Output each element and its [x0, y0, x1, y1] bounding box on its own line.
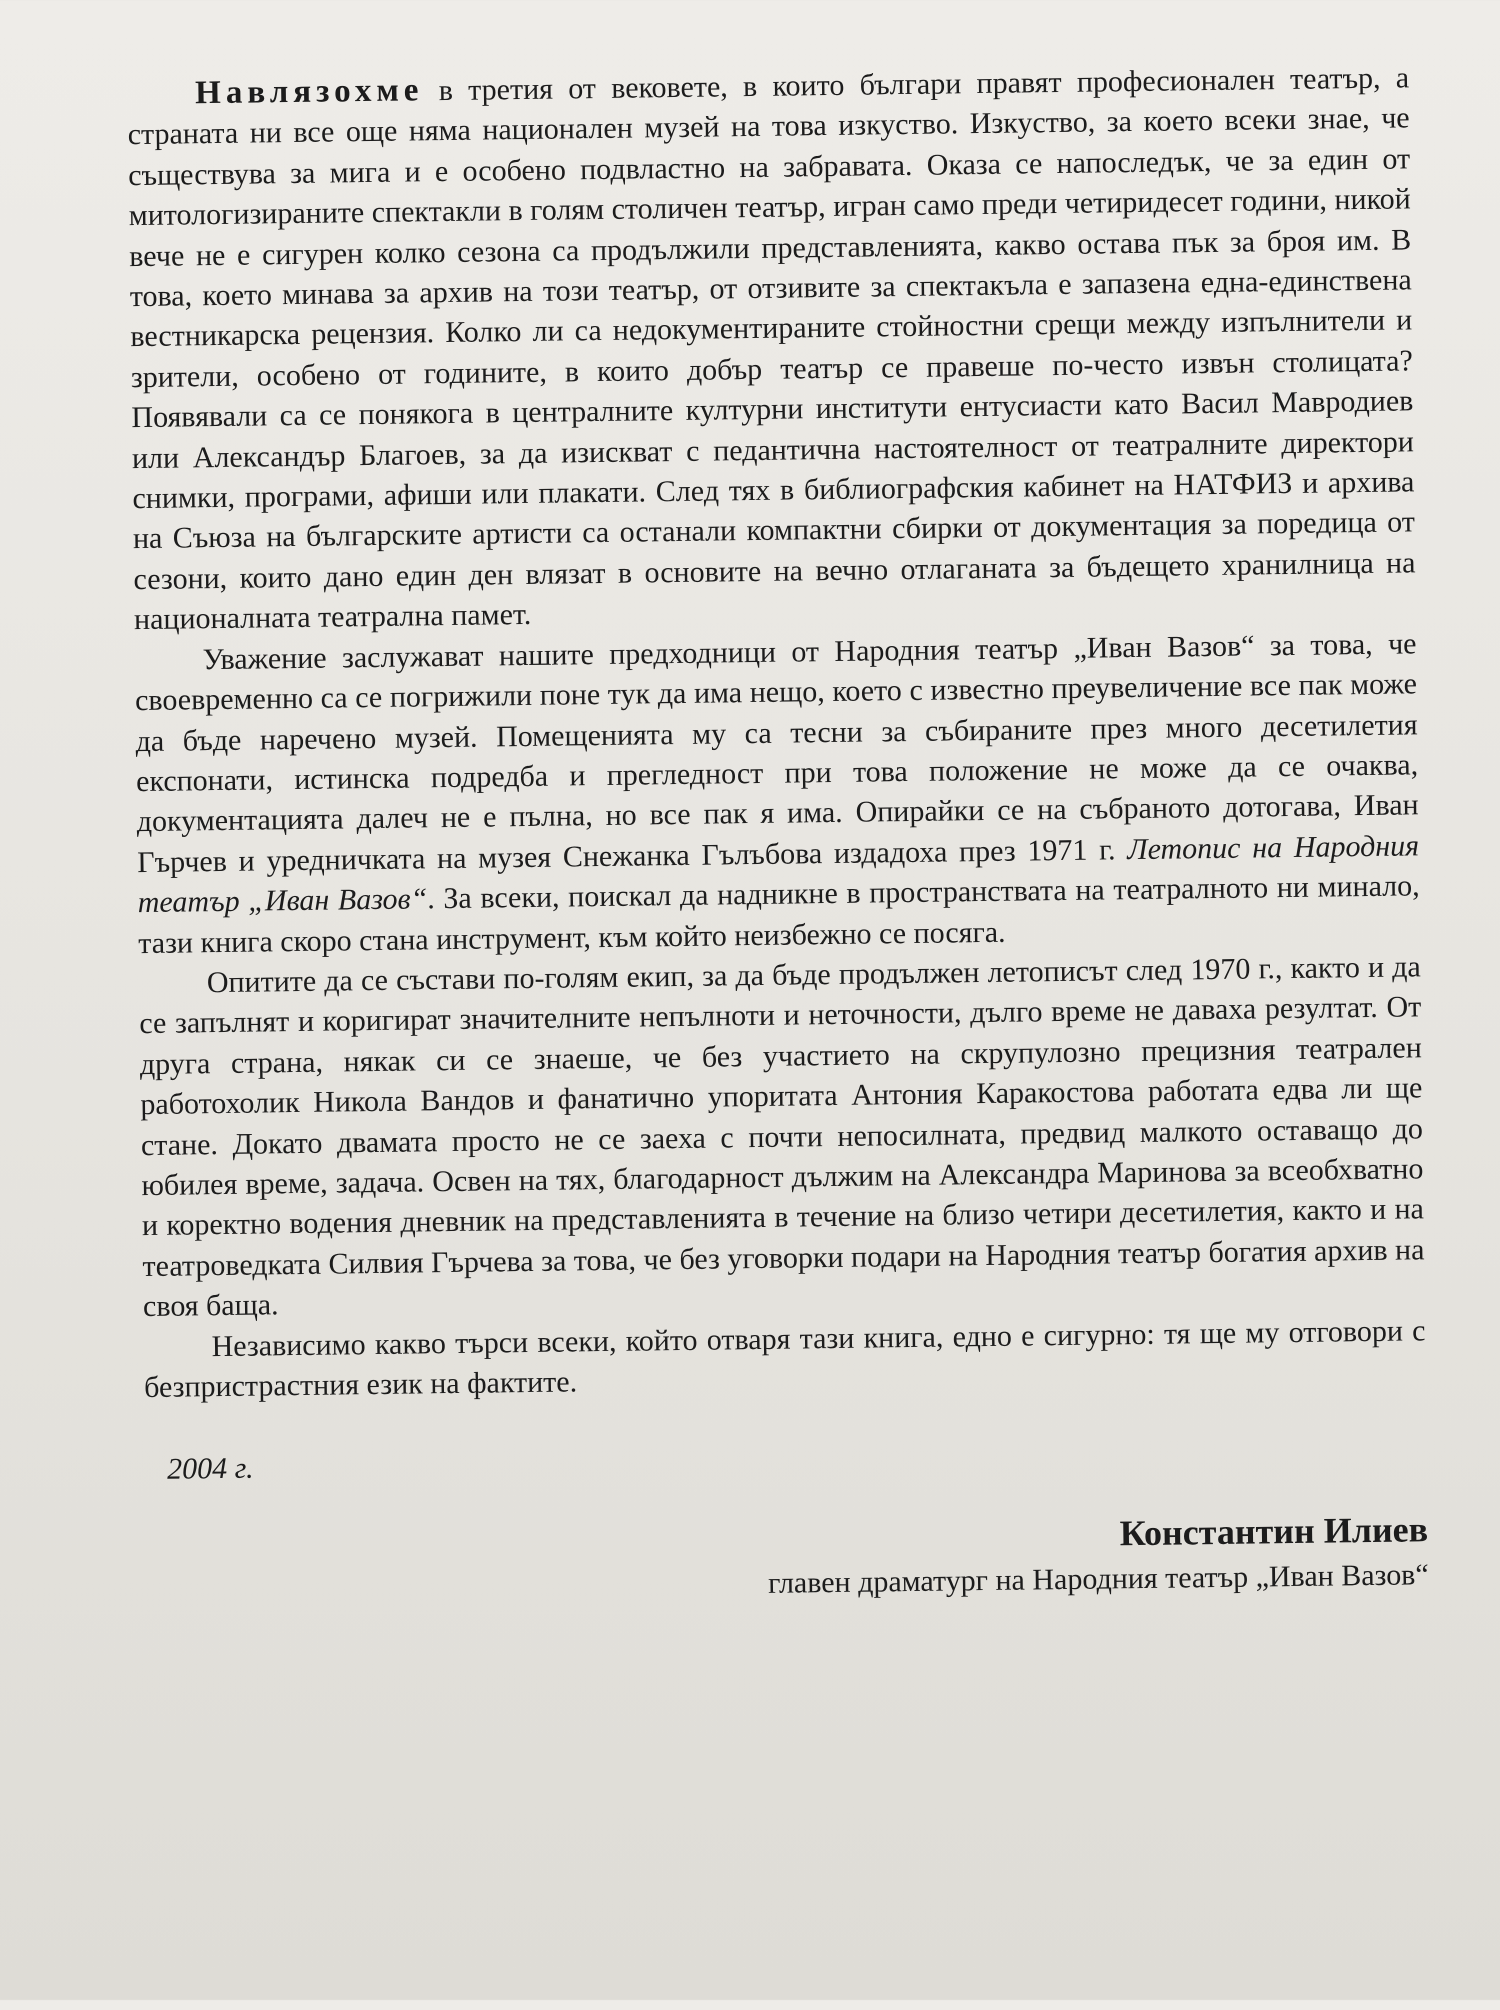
date: 2004 г.	[166, 1452, 254, 1487]
body-text	[127, 57, 1426, 1408]
book-title: Летопис на Народния театър „Иван Вазов“	[137, 829, 1420, 920]
author-role: главен драматург на Народния театър „Иван Вазов“	[767, 1558, 1429, 1601]
paragraph-2	[134, 624, 1420, 964]
lead-word: Навлязохме	[194, 72, 424, 112]
paragraph-3: Опитите да се състави по-голям екип, за да бъде продължен летописът след 1970 г., както и да се запълнят и коригират значителните непълноти и неточности, дълго време не даваха резултат. От друга страна, някак си се знаеше, че без участието на скрупулозно прецизния театрален работохолик Никола Вандов и фанатично упоритата Антония Каракостова работата едва ли ще стане. Докато двамата просто не се заеха с почти непосилната, предвид малкото оставащо до юбилея време, задача. Освен на тях, благодарност дължим на Александра Маринова за всеобхватно и коректно водения дневник на представленията в течение на близо четири десетилетия, както и на театроведката Силвия Гърчева за това, че без уговорки подари на Народния театър богатия архив на своя баща.	[139, 950, 1425, 1324]
paragraph-2-text-before: Уважение заслужават нашите предходници от Народния театър „Иван Вазов“ за това, че своевременно са се погрижили поне тук да има нещо, което с известно преувеличение все пак може да бъде наречено музей. Помещенията му са тесни за събираните през много десетилетия експонати, истинска подредба и прегледност при това положение не може да се очаква, документацията далеч не е пълна, но все пак я има. Опирайки се на събраното дотогава, Иван Гърчев и уредничката на музея Снежанка Гълъбова издадоха през 1971 г.	[134, 627, 1419, 879]
author-name: Константин Илиев	[1119, 1509, 1429, 1554]
paragraph-4: Независимо какво търси всеки, който отваря тази книга, едно е сигурно: тя ще му отговори с безпристрастния език на фактите.	[143, 1313, 1426, 1405]
paragraph-1	[127, 57, 1416, 640]
paragraph-1-text: в третия от вековете, в които българи правят професионален театър, а страната ни все още няма национален музей на това изкуство. Изкуство, за което всеки знае, че съществува за мига и е особено подвластно на забравата. Оказа се напоследък, че за един от митологизираните спектакли в голям столичен театър, игран само преди четиридесет години, никой вече не е сигурен колко сезона са продължили представленията, какво остава пък за броя им. В това, което минава за архив на този театър, от отзивите за спектакъла е запазена една-единствена вестникарска рецензия. Колко ли са недокументираните стойностни срещи между изпълнители и зрители, особено от годините, в които добър театър се правеше по-често извън столицата? Появявали са се понякога в централните културни институти ентусиасти като Васил Мавродиев или Александър Благоев, за да изискват с педантична настоятелност от театралните директори снимки, програми, афиши или плакати. След тях в библиографския кабинет на НАТФИЗ и архива на Съюза на българските артисти са останали компактни сбирки от документация за поредица от сезони, които дано един ден влязат в основите на вечно отлаганата за бъдещето хранилница на националната театрална памет.	[127, 61, 1416, 637]
paragraph-2-text-after: . За всеки, поискал да надникне в пространствата на театралното ни минало, тази книга скоро стана инструмент, към който неизбежно се посяга.	[138, 869, 1420, 960]
signature-block	[146, 1508, 1429, 1613]
